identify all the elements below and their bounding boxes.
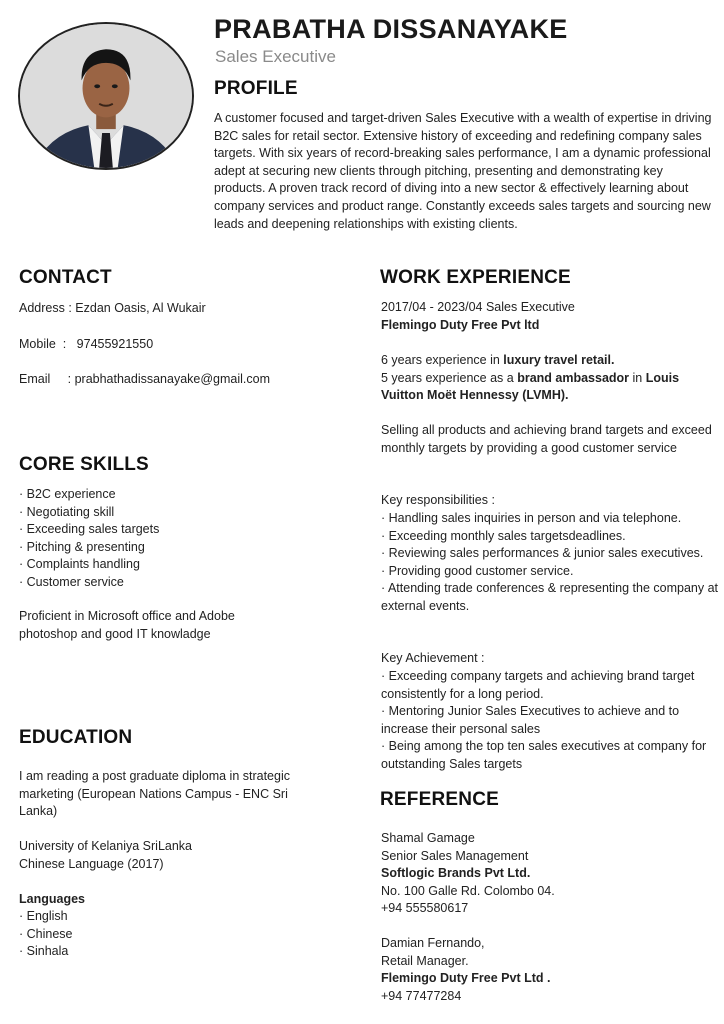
- reference-phone: +94 555580617: [381, 901, 469, 916]
- email-row: [19, 371, 349, 389]
- reference-name: Shamal Gamage: [381, 831, 475, 845]
- exp1-text: 6 years experience in: [381, 353, 504, 367]
- skill-item: · Customer service: [19, 574, 349, 592]
- address-label: Address :: [19, 301, 76, 315]
- achievements-heading: Key Achievement :: [381, 651, 485, 665]
- work-heading: WORK EXPERIENCE: [380, 267, 571, 288]
- reference-name: Damian Fernando,: [381, 936, 485, 950]
- achievement-item: · Being among the top ten sales executives at company for outstanding Sales targets: [381, 738, 719, 773]
- language-item: · Sinhala: [19, 943, 219, 961]
- responsibility-item: · Reviewing sales performances & junior sales executives.: [381, 545, 719, 563]
- email-label: Email :: [19, 372, 75, 387]
- work-company: Flemingo Duty Free Pvt ltd: [381, 317, 540, 332]
- contact-heading: CONTACT: [19, 267, 112, 288]
- achievement-item: · Exceeding company targets and achieving brand target consistently for a long period.: [381, 668, 719, 703]
- skill-item: · Complaints handling: [19, 556, 349, 574]
- exp2-text: 5 years experience as a: [381, 370, 518, 385]
- candidate-name: PRABATHA DISSANAYAKE: [214, 14, 568, 44]
- mobile-label: Mobile :: [19, 336, 77, 351]
- address-value: Ezdan Oasis, Al Wukair: [75, 301, 206, 315]
- work-summary: Selling all products and achieving brand targets and exceed monthly targets by providing a good customer service: [381, 423, 712, 455]
- language-item: · English: [19, 908, 219, 926]
- exp2-mid: in: [629, 370, 646, 385]
- skill-item: · B2C experience: [19, 486, 349, 504]
- reference-company: Softlogic Brands Pvt Ltd.: [381, 866, 531, 881]
- contact-details: [19, 300, 349, 407]
- skills-heading: CORE SKILLS: [19, 454, 149, 475]
- email-value: prabhathadissanayake@gmail.com: [74, 372, 271, 387]
- reference-role: Senior Sales Management: [381, 848, 529, 863]
- languages-list: [19, 908, 219, 961]
- work-experience-summary: [381, 352, 719, 405]
- reference-1: [381, 830, 719, 918]
- education-entry: I am reading a post graduate diploma in strategic marketing (European Nations Campus - ENC Sri Lanka): [19, 769, 290, 819]
- responsibility-item: · Providing good customer service.: [381, 563, 719, 581]
- education-heading: EDUCATION: [19, 727, 133, 748]
- language-course: Chinese Language (2017): [19, 856, 164, 871]
- mobile-row: [19, 336, 349, 354]
- experience-line-2: [381, 370, 719, 405]
- profile-text: A customer focused and target-driven Sales Executive with a wealth of expertise in driving B2C sales for retail sector. Extensive history of exceeding and redefining company sales targets. With six years of record-breaking sales performance, I am a dynamic professional adept at securing new clients through pitching, presenting and demonstrating key products. A proven track record of diving into a new sector & effectively learning about company services and product range. Constantly exceeds sales targets and sourcing new leads and deepening relationships with existing clients.: [214, 111, 712, 231]
- reference-address: No. 100 Galle Rd. Colombo 04.: [381, 883, 555, 898]
- responsibility-item: · Handling sales inquiries in person and via telephone.: [381, 510, 719, 528]
- skill-item: · Exceeding sales targets: [19, 521, 349, 539]
- responsibilities-heading: Key responsibilities :: [381, 493, 495, 507]
- work-entry-header: [381, 299, 719, 334]
- reference-role: Retail Manager.: [381, 953, 469, 968]
- experience-line-1: [381, 352, 719, 370]
- job-title: Sales Executive: [215, 47, 336, 66]
- mobile-value: 97455921550: [76, 336, 154, 351]
- responsibilities-list: [381, 510, 719, 616]
- language-item: · Chinese: [19, 926, 219, 944]
- achievements-list: [381, 668, 719, 774]
- skill-item: · Pitching & presenting: [19, 539, 349, 557]
- responsibility-item: · Attending trade conferences & representing the company at external events.: [381, 580, 719, 615]
- work-period: 2017/04 - 2023/04 Sales Executive: [381, 300, 575, 314]
- reference-phone: +94 77477284: [381, 988, 462, 1003]
- address-row: [19, 300, 349, 318]
- avatar: [18, 22, 194, 170]
- exp1-highlight: luxury travel retail.: [503, 353, 615, 367]
- exp2-brand: Louis Vuitton Moët Hennessy (LVMH).: [381, 370, 680, 403]
- languages-heading: Languages: [19, 892, 85, 906]
- responsibility-item: · Exceeding monthly sales targetsdeadlines.: [381, 528, 719, 546]
- reference-heading: REFERENCE: [380, 789, 499, 810]
- education-entry-2: [19, 838, 339, 873]
- profile-photo: [18, 22, 194, 170]
- skill-item: · Negotiating skill: [19, 504, 349, 522]
- achievement-item: · Mentoring Junior Sales Executives to achieve and to increase their personal sales: [381, 703, 719, 738]
- reference-2: [381, 935, 719, 1005]
- skills-list: [19, 486, 349, 592]
- exp2-highlight: brand ambassador: [517, 370, 630, 385]
- profile-heading: PROFILE: [214, 78, 298, 99]
- university-name: University of Kelaniya SriLanka: [19, 839, 192, 853]
- reference-company: Flemingo Duty Free Pvt Ltd .: [381, 971, 551, 986]
- skills-note: Proficient in Microsoft office and Adobe photoshop and good IT knowladge: [19, 609, 235, 641]
